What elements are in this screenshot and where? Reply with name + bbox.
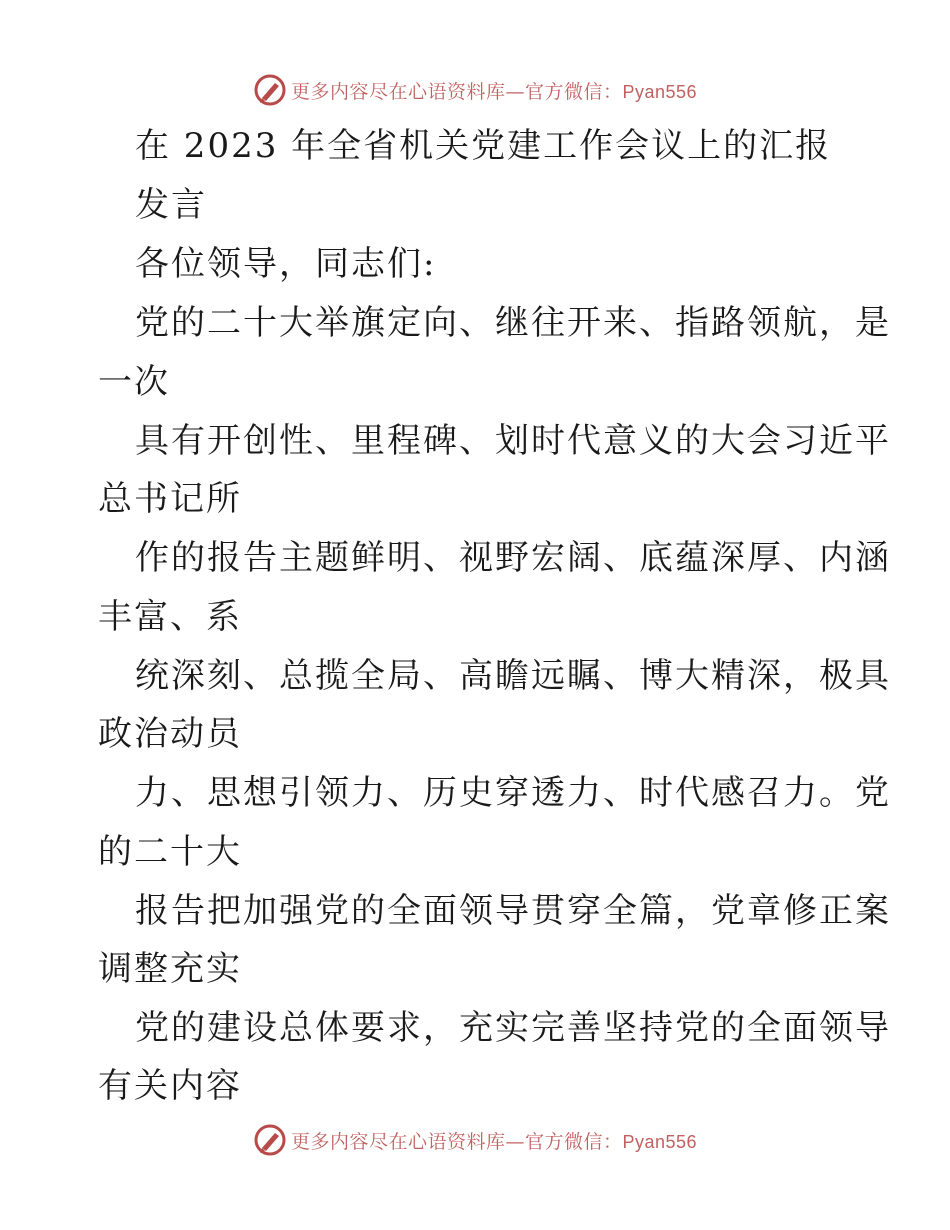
- doc-line: 丰富、系: [98, 597, 242, 637]
- doc-line: 作的报告主题鲜明、视野宏阔、底蕴深厚、内涵: [135, 538, 891, 578]
- doc-line: 政治动员: [98, 714, 242, 754]
- footer-banner: [0, 1120, 950, 1160]
- doc-line: 报告把加强党的全面领导贯穿全篇，党章修正案: [135, 891, 891, 931]
- doc-line: 总书记所: [98, 479, 242, 519]
- doc-line: 统深刻、总揽全局、高瞻远瞩、博大精深，极具: [135, 656, 891, 696]
- doc-title-line-1: 在 2023 年全省机关党建工作会议上的汇报: [135, 126, 832, 166]
- doc-line: 具有开创性、里程碑、划时代意义的大会习近平: [135, 421, 891, 461]
- header-banner: [0, 70, 950, 110]
- banner-text: [291, 77, 697, 104]
- banner-text-cn: 更多内容尽在心语资料库—官方微信：: [290, 1130, 623, 1153]
- pen-badge-icon: [253, 73, 287, 107]
- doc-line: 党的二十大举旗定向、继往开来、指路领航，是: [135, 303, 891, 343]
- doc-line: 调整充实: [98, 949, 242, 989]
- doc-line: 一次: [98, 362, 170, 402]
- doc-line: 力、思想引领力、历史穿透力、时代感召力。党: [135, 773, 891, 813]
- doc-salutation: 各位领导，同志们:: [135, 244, 437, 284]
- doc-line: 党的建设总体要求，充实完善坚持党的全面领导: [135, 1008, 891, 1048]
- doc-title-line-2: 发言: [135, 185, 207, 225]
- banner-text-cn: 更多内容尽在心语资料库—官方微信：: [290, 80, 623, 103]
- doc-line: 的二十大: [98, 832, 242, 872]
- doc-line: 有关内容: [98, 1066, 242, 1106]
- banner-wechat-id: Pyan556: [622, 1131, 698, 1152]
- banner-text: [291, 1127, 697, 1154]
- pen-badge-icon: [253, 1123, 287, 1157]
- banner-wechat-id: Pyan556: [622, 81, 698, 102]
